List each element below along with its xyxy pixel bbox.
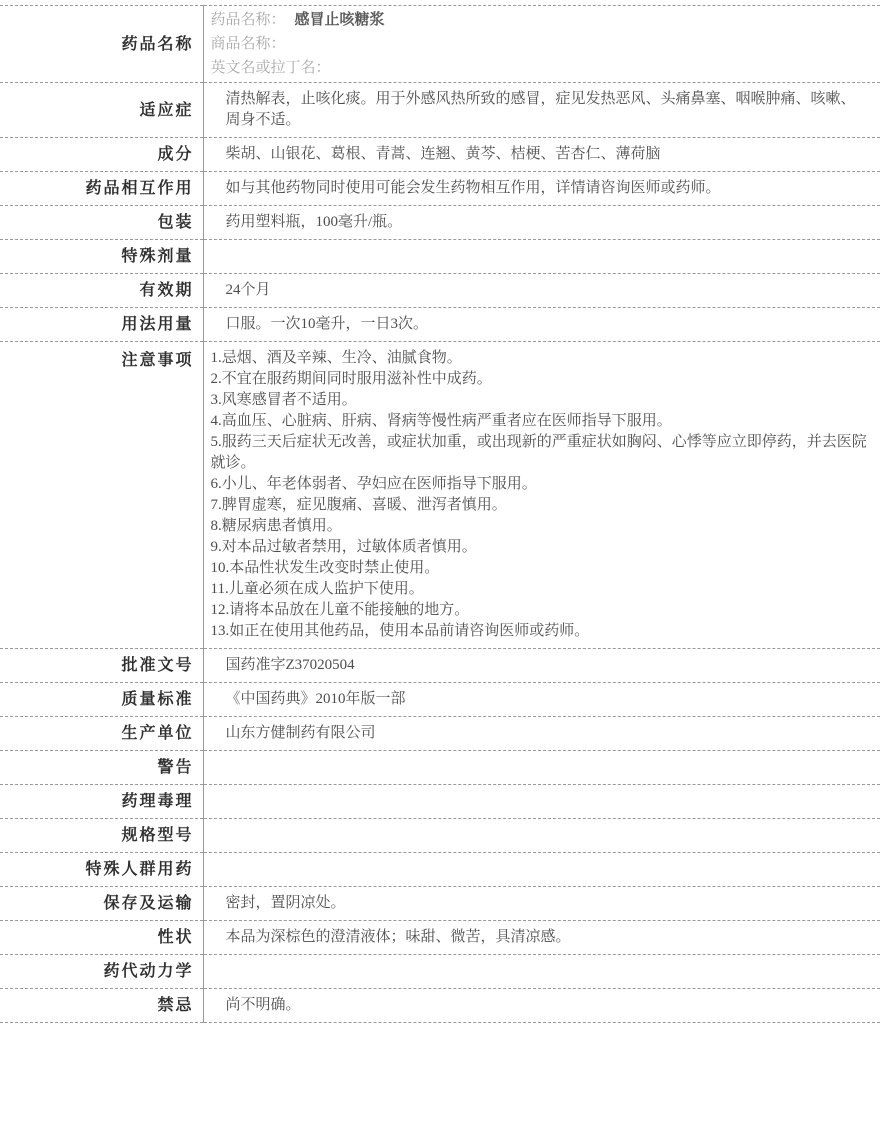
row-value-manufacturer [203, 717, 880, 751]
precaution-item: 12.请将本品放在儿童不能接触的地方。 [210, 602, 470, 618]
warning-text [226, 759, 230, 775]
row-value-quality-standard [203, 683, 880, 717]
validity-period-text: 24个月 [225, 282, 271, 298]
row-value-drug-name [203, 6, 880, 83]
row-value-ingredients [203, 138, 880, 172]
latin-name-line [211, 56, 871, 80]
table-row-special-dosage [0, 240, 880, 274]
row-label-drug-interactions: 药品相互作用 [0, 172, 203, 206]
precaution-item: 11.儿童必须在成人监护下使用。 [210, 581, 424, 597]
precaution-item: 5.服药三天后症状无改善，或症状加重，或出现新的严重症状如胸闷、心悸等应立即停药，并去医院就诊。 [210, 434, 867, 471]
precaution-item: 7.脾胃虚寒，症见腹痛、喜暖、泄泻者慎用。 [210, 497, 507, 513]
row-label-warning: 警告 [0, 751, 203, 785]
precaution-item: 13.如正在使用其他药品，使用本品前请咨询医师或药师。 [210, 623, 590, 639]
table-row-approval-number [0, 649, 880, 683]
row-label-approval-number: 批准文号 [0, 649, 203, 683]
table-row-manufacturer [0, 717, 880, 751]
trade-name-value [295, 36, 299, 52]
precaution-item: 3.风寒感冒者不适用。 [210, 392, 357, 408]
row-value-special-population [203, 853, 880, 887]
table-row-specification-model [0, 819, 880, 853]
row-value-properties [203, 921, 880, 955]
row-value-special-dosage [203, 240, 880, 274]
row-label-pharmacokinetics: 药代动力学 [0, 955, 203, 989]
precaution-item: 4.高血压、心脏病、肝病、肾病等慢性病严重者应在医师指导下服用。 [210, 413, 672, 429]
approval-number-text: 国药准字Z37020504 [225, 657, 355, 673]
precaution-item: 1.忌烟、酒及辛辣、生冷、油腻食物。 [210, 350, 462, 366]
usage-dosage-text: 口服。一次10毫升，一日3次。 [225, 316, 429, 332]
manufacturer-text: 山东方健制药有限公司 [225, 725, 376, 741]
table-row-precautions [0, 342, 880, 649]
row-value-validity-period [203, 274, 880, 308]
storage-transport-text: 密封，置阴凉处。 [225, 895, 346, 911]
table-row-pharmacology-toxicology [0, 785, 880, 819]
special-dosage-text [226, 248, 230, 264]
table-row-contraindications [0, 989, 880, 1023]
table-row-validity-period [0, 274, 880, 308]
row-value-contraindications [203, 989, 880, 1023]
table-row-packaging [0, 206, 880, 240]
table-row-drug-interactions [0, 172, 880, 206]
quality-standard-text: 《中国药典》2010年版一部 [225, 691, 406, 707]
pharmacokinetics-text [226, 963, 230, 979]
row-label-manufacturer: 生产单位 [0, 717, 203, 751]
row-label-precautions: 注意事项 [0, 342, 203, 649]
table-row-properties [0, 921, 880, 955]
table-row-ingredients [0, 138, 880, 172]
specification-model-text [226, 827, 230, 843]
precaution-item: 6.小儿、年老体弱者、孕妇应在医师指导下服用。 [210, 476, 537, 492]
row-value-pharmacology-toxicology [203, 785, 880, 819]
precaution-item: 9.对本品过敏者禁用，过敏体质者慎用。 [210, 539, 477, 555]
row-value-drug-interactions [203, 172, 880, 206]
generic-name-key: 药品名称： [210, 12, 286, 28]
row-value-warning [203, 751, 880, 785]
latin-name-value [340, 60, 344, 76]
table-row-special-population [0, 853, 880, 887]
table-row-pharmacokinetics [0, 955, 880, 989]
ingredients-text: 柴胡、山银花、葛根、青蒿、连翘、黄芩、桔梗、苦杏仁、薄荷脑 [225, 146, 661, 162]
row-value-usage-dosage [203, 308, 880, 342]
row-value-storage-transport [203, 887, 880, 921]
pharmacology-toxicology-text [226, 793, 230, 809]
contraindications-text: 尚不明确。 [225, 997, 301, 1013]
row-value-approval-number [203, 649, 880, 683]
row-label-quality-standard: 质量标准 [0, 683, 203, 717]
row-value-specification-model [203, 819, 880, 853]
row-value-packaging [203, 206, 880, 240]
precaution-item: 8.糖尿病患者慎用。 [210, 518, 342, 534]
row-value-pharmacokinetics [203, 955, 880, 989]
row-label-special-population: 特殊人群用药 [0, 853, 203, 887]
row-label-packaging: 包装 [0, 206, 203, 240]
drug-interactions-text: 如与其他药物同时使用可能会发生药物相互作用，详情请咨询医师或药师。 [225, 180, 721, 196]
row-label-ingredients: 成分 [0, 138, 203, 172]
row-label-special-dosage: 特殊剂量 [0, 240, 203, 274]
generic-name-line [211, 8, 871, 32]
latin-name-key: 英文名或拉丁名： [210, 60, 331, 76]
table-row-usage-dosage [0, 308, 880, 342]
precaution-item: 10.本品性状发生改变时禁止使用。 [210, 560, 440, 576]
row-value-indications [203, 83, 880, 138]
indications-text: 清热解表，止咳化痰。用于外感风热所致的感冒，症见发热恶风、头痛鼻塞、咽喉肿痛、咳嗽、周身不适。 [225, 91, 856, 128]
precaution-item: 2.不宜在服药期间同时服用滋补性中成药。 [210, 371, 492, 387]
special-population-text [226, 861, 230, 877]
packaging-text: 药用塑料瓶，100毫升/瓶。 [225, 214, 403, 230]
properties-text: 本品为深棕色的澄清液体；味甜、微苦，具清凉感。 [225, 929, 571, 945]
row-label-contraindications: 禁忌 [0, 989, 203, 1023]
row-value-precautions [203, 342, 880, 649]
table-row-indications [0, 83, 880, 138]
row-label-pharmacology-toxicology: 药理毒理 [0, 785, 203, 819]
table-row-warning [0, 751, 880, 785]
row-label-specification-model: 规格型号 [0, 819, 203, 853]
row-label-validity-period: 有效期 [0, 274, 203, 308]
table-row-drug-name [0, 6, 880, 83]
table-row-quality-standard [0, 683, 880, 717]
trade-name-line [211, 32, 871, 56]
table-row-storage-transport [0, 887, 880, 921]
generic-name-value: 感冒止咳糖浆 [294, 12, 385, 28]
row-label-properties: 性状 [0, 921, 203, 955]
row-label-indications: 适应症 [0, 83, 203, 138]
row-label-drug-name: 药品名称 [0, 6, 203, 83]
row-label-storage-transport: 保存及运输 [0, 887, 203, 921]
trade-name-key: 商品名称： [210, 36, 286, 52]
drug-info-table [0, 5, 880, 1023]
row-label-usage-dosage: 用法用量 [0, 308, 203, 342]
